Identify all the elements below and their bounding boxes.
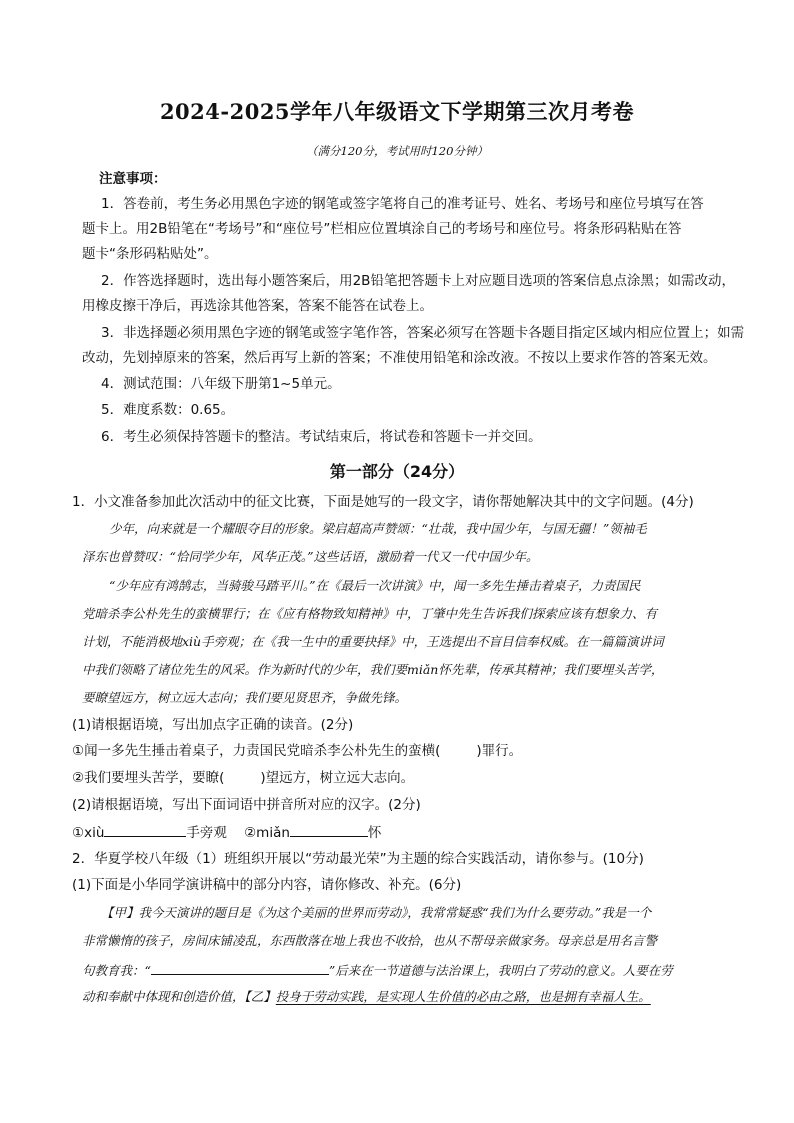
item-text: )望远方，树立远大志向。 <box>260 770 415 786</box>
underlined-sentence: 投身于劳动实践，是实现人生价值的必由之路，也是拥有幸福人生。 <box>275 989 651 1004</box>
notice-line: 3．非选择题必须用黑色字迹的钢笔或签字笔作答，答案必须写在答题卡各题目指定区域内相应位置上；如需 <box>101 325 745 341</box>
notice-line: 改动，先划掉原来的答案，然后再写上新的答案；不准使用铅笔和涂改液。不按以上要求作答的答案无效。 <box>82 350 717 366</box>
notice-line: 6．考生必须保持答题卡的整洁。考试结束后，将试卷和答题卡一并交回。 <box>101 429 542 445</box>
sub-question: (1)请根据语境，写出加点字正确的读音。(2分) <box>72 717 354 733</box>
section-heading: 第一部分（24分） <box>329 462 465 481</box>
notice-line: 题卡上。用2B铅笔在“考场号”和“座位号”栏相应位置填涂自己的考场号和座位号。将条形码粘贴在答 <box>82 221 682 237</box>
passage-line: 少年，向来就是一个耀眼夺目的形象。梁启超高声赞颂：“壮哉，我中国少年，与国无疆！”领袖毛 <box>109 521 647 536</box>
passage-text: ”后来在一节道德与法治课上，我明白了劳动的意义。人要在劳 <box>328 963 673 978</box>
answer-blank[interactable] <box>290 822 368 837</box>
item-text: )罪行。 <box>476 743 523 759</box>
question-stem: 1．小文准备参加此次活动中的征文比赛，下面是她写的一段文字，请你帮她解决其中的文字问题。(4分) <box>72 494 694 510</box>
sub-question-item <box>72 769 712 787</box>
passage-line: 中我们领略了诸位先生的风采。作为新时代的少年，我们要miǎn怀先辈，传承其精神；我们要埋头苦学， <box>82 662 664 677</box>
passage-line: 要瞭望远方，树立远大志向；我们要见贤思齐，争做先锋。 <box>82 690 408 705</box>
notice-line: 1．答卷前，考生务必用黑色字迹的钢笔或签字笔将自己的准考证号、姓名、考场号和座位号填写在答 <box>101 196 704 212</box>
notice-line: 题卡“条形码粘贴处”。 <box>82 246 218 262</box>
page-subtitle: （满分120分，考试用时120分钟） <box>306 144 488 158</box>
notice-line: 5．难度系数：0.65。 <box>101 402 235 418</box>
notice-line: 4．测试范围：八年级下册第1~5单元。 <box>101 376 341 392</box>
passage-line: 【甲】我今天演讲的题目是《为这个美丽的世界而劳动》，我常常疑惑“我们为什么要劳动。”我是一个 <box>101 905 652 920</box>
answer-blank[interactable] <box>151 960 329 975</box>
sub-question: (2)请根据语境，写出下面词语中拼音所对应的汉字。(2分) <box>72 797 421 813</box>
pinyin: ②miǎn <box>244 825 290 841</box>
passage-text: 句教育我：“ <box>82 963 151 978</box>
sub-question: (1)下面是小华同学演讲稿中的部分内容，请你修改、补充。(6分) <box>72 877 462 893</box>
sub-question-item <box>72 822 712 842</box>
pinyin: ①xiù <box>72 825 105 841</box>
passage-line <box>82 960 722 980</box>
passage-text: 动和奉献中体现和创造价值，【乙】 <box>82 989 276 1004</box>
passage-line: 党暗杀李公朴先生的蛮横罪行；在《应有格物致知精神》中，丁肇中先生告诉我们探索应该有想象力、有 <box>82 606 658 621</box>
passage-line: 泽东也曾赞叹：“恰同学少年，风华正茂。”这些话语，激励着一代又一代中国少年。 <box>82 549 539 564</box>
notice-line: 用橡皮擦干净后，再选涂其他答案，答案不能答在试卷上。 <box>82 298 433 314</box>
passage-line <box>82 988 722 1006</box>
item-text: ①闻一多先生捶击着桌子，力责国民党暗杀李公朴先生的蛮横( <box>72 743 441 759</box>
question-stem: 2．华夏学校八年级（1）班组织开展以“劳动最光荣”为主题的综合实践活动，请你参与。(10分) <box>72 851 644 867</box>
item-text: 手旁观 <box>186 825 227 841</box>
passage-line: “少年应有鸿鹄志，当骑骏马踏平川。”在《最后一次讲演》中，闻一多先生捶击着桌子，力责国民 <box>109 578 641 593</box>
sub-question-item <box>72 742 712 760</box>
page-title: 2024-2025学年八年级语文下学期第三次月考卷 <box>159 99 635 124</box>
passage-line: 计划，不能消极地xiù手旁观；在《我一生中的重要抉择》中，王选提出不盲目信奉权威。在一篇篇演讲词 <box>82 634 664 649</box>
notice-line: 2．作答选择题时，选出每小题答案后，用2B铅笔把答题卡上对应题目选项的答案信息点涂黑；如需改动， <box>101 273 735 289</box>
passage-line: 非常懒惰的孩子，房间床铺凌乱，东西散落在地上我也不收拾，也从不帮母亲做家务。母亲总是用名言警 <box>82 933 658 948</box>
notice-heading: 注意事项： <box>99 171 167 187</box>
item-text: ②我们要埋头苦学，要瞭( <box>72 770 225 786</box>
item-text: 怀 <box>367 825 382 841</box>
answer-blank[interactable] <box>104 822 186 837</box>
